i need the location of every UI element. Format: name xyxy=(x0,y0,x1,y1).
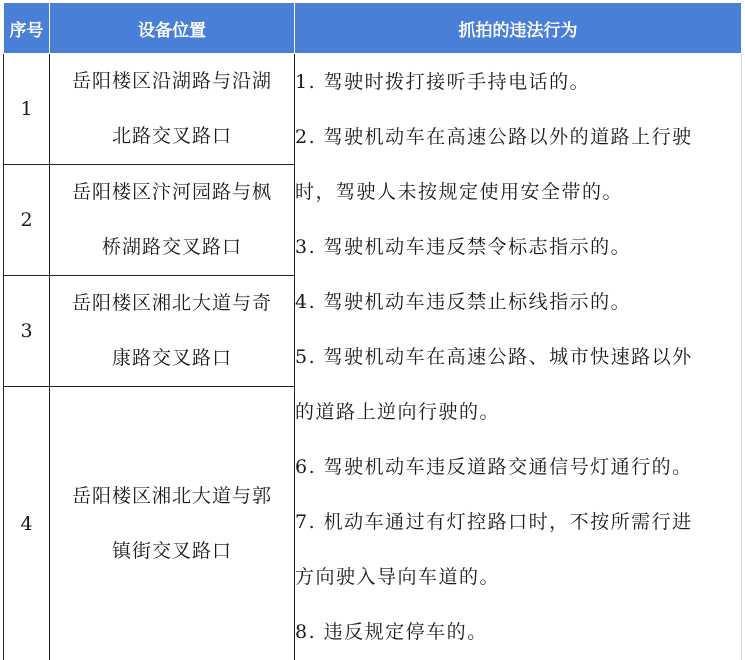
row-no: 2 xyxy=(4,165,50,276)
violation-line: 2. 驾驶机动车在高速公路以外的道路上行驶 xyxy=(295,126,693,148)
location-line: 康路交叉路口 xyxy=(111,347,232,369)
violation-line: 时，驾驶人未按规定使用安全带的。 xyxy=(295,181,624,203)
header-violations: 抓拍的违法行为 xyxy=(295,3,742,54)
row-location xyxy=(50,276,295,387)
location-line: 岳阳楼区汴河园路与枫 xyxy=(71,181,272,203)
row-no: 1 xyxy=(4,54,50,165)
header-no: 序号 xyxy=(4,3,50,54)
row-location xyxy=(50,54,295,165)
violation-line: 的道路上逆向行驶的。 xyxy=(295,401,501,423)
violation-line: 6. 驾驶机动车违反道路交通信号灯通行的。 xyxy=(295,456,693,478)
violation-line: 方向驶入导向车道的。 xyxy=(295,566,501,588)
location-line: 岳阳楼区湘北大道与奇 xyxy=(71,292,272,314)
location-line: 岳阳楼区湘北大道与郭 xyxy=(71,485,272,507)
violation-line: 7. 机动车通过有灯控路口时，不按所需行进 xyxy=(295,511,693,533)
row-location xyxy=(50,165,295,276)
violation-line: 8. 违反规定停车的。 xyxy=(295,621,488,643)
violation-line: 5. 驾驶机动车在高速公路、城市快速路以外 xyxy=(295,346,693,368)
device-table xyxy=(3,2,742,660)
table-row xyxy=(4,54,742,165)
location-line: 岳阳楼区沿湖路与沿湖 xyxy=(71,70,272,92)
table-header-row xyxy=(4,3,742,54)
location-line: 桥湖路交叉路口 xyxy=(101,236,242,258)
violation-line: 3. 驾驶机动车违反禁令标志指示的。 xyxy=(295,236,632,258)
violation-line: 4. 驾驶机动车违反禁止标线指示的。 xyxy=(295,291,632,313)
violations-cell xyxy=(295,54,742,660)
location-line: 北路交叉路口 xyxy=(111,125,232,147)
header-location: 设备位置 xyxy=(50,3,295,54)
row-no: 3 xyxy=(4,276,50,387)
row-no: 4 xyxy=(4,387,50,660)
violation-line: 1. 驾驶时拨打接听手持电话的。 xyxy=(295,71,591,93)
location-line: 镇街交叉路口 xyxy=(111,540,232,562)
row-location xyxy=(50,387,295,660)
